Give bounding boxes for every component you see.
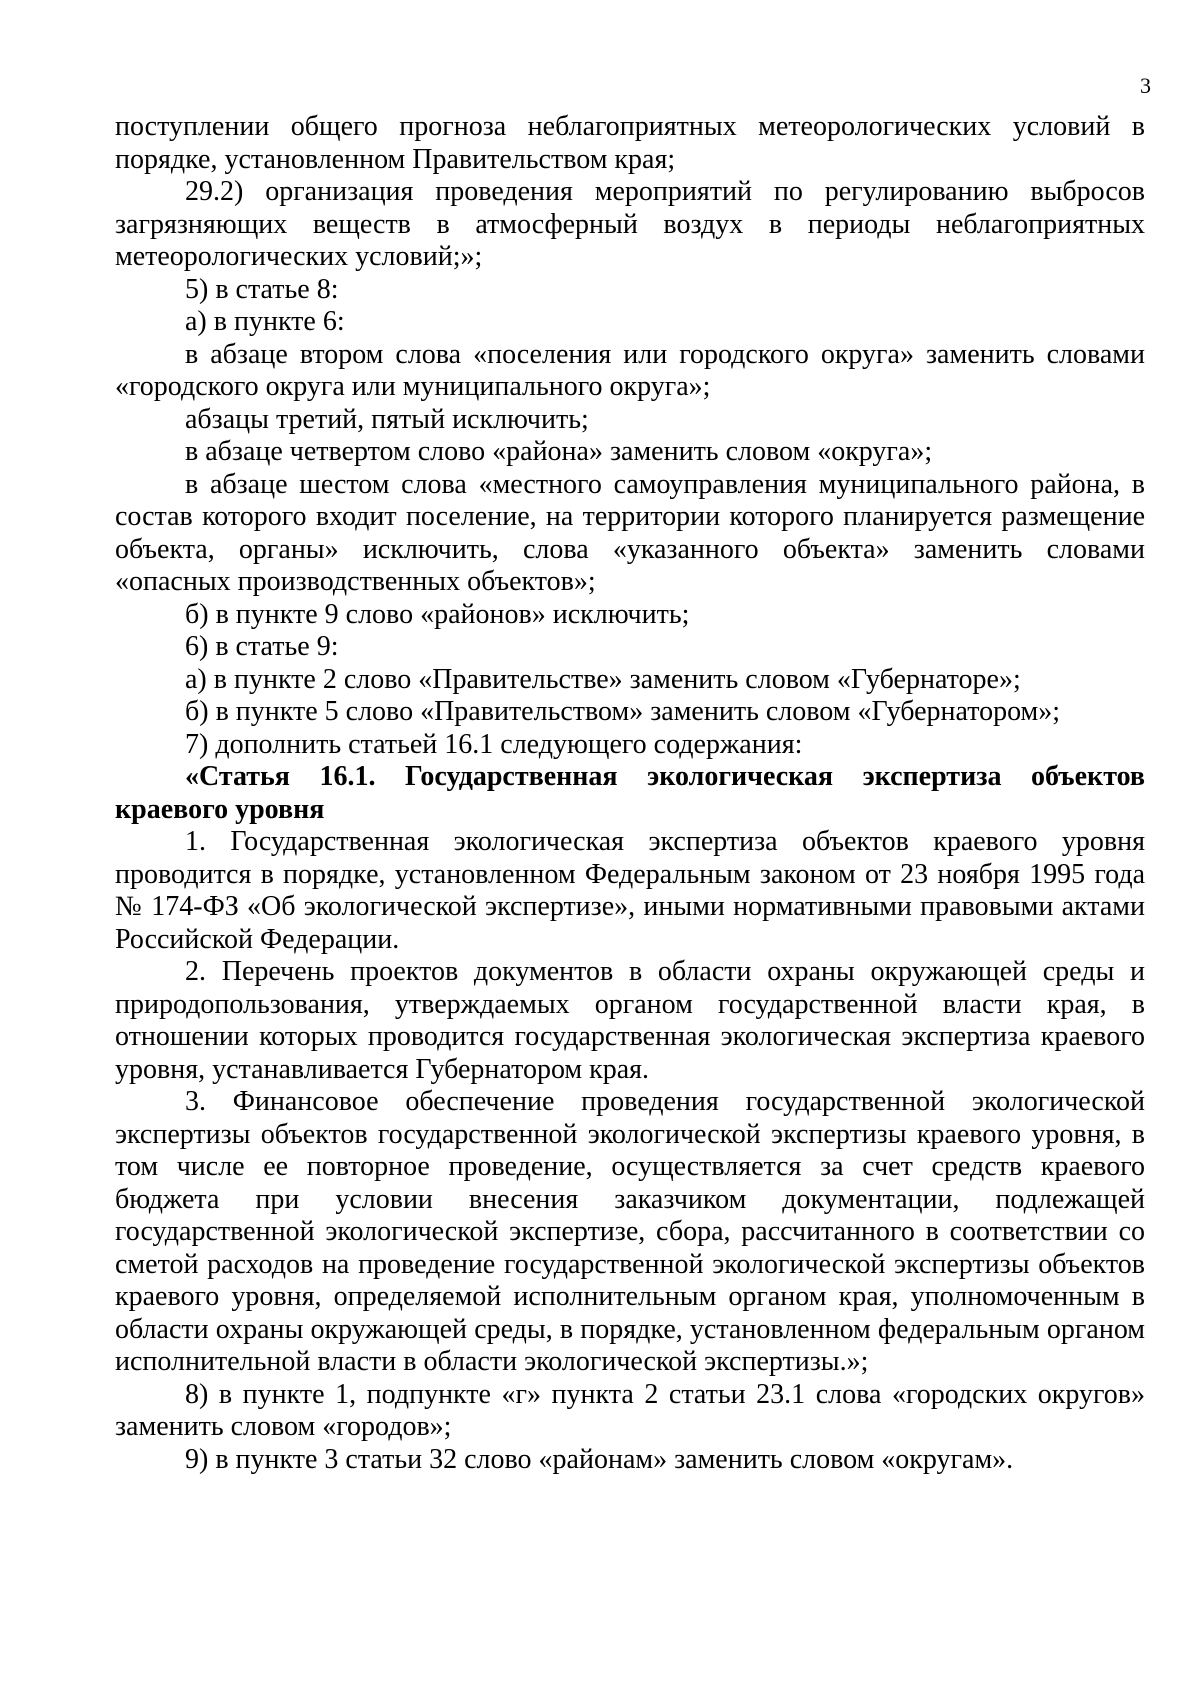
paragraph: в абзаце втором слова «поселения или городского округа» заменить словами «городского округа или муниципального округа»; — [115, 338, 1145, 402]
paragraph: поступлении общего прогноза неблагоприятных метеорологических условий в порядке, установленном Правительством края; — [115, 111, 1145, 175]
paragraph: 29.2) организация проведения мероприятий по регулированию выбросов загрязняющих веществ в атмосферный воздух в периоды неблагоприятных метеорологических условий;»; — [115, 176, 1145, 272]
paragraph: 1. Государственная экологическая экспертиза объектов краевого уровня проводится в порядке, установленном Федеральным законом от 23 ноября 1995 года № 174-ФЗ «Об экологической экспертизе», иными нормативными правовыми актами Российской Федерации. — [115, 826, 1145, 955]
paragraph: б) в пункте 5 слово «Правительством» заменить словом «Губернатором»; — [185, 696, 1061, 727]
paragraph: 6) в статье 9: — [185, 631, 339, 662]
paragraph: 9) в пункте 3 статьи 32 слово «районам» заменить словом «округам». — [185, 1443, 1014, 1475]
document-body — [115, 111, 1145, 1476]
paragraph: абзацы третий, пятый исключить; — [185, 403, 589, 435]
paragraph: а) в пункте 2 слово «Правительстве» заменить словом «Губернаторе»; — [185, 663, 1021, 695]
paragraph: в абзаце шестом слова «местного самоуправления муниципального района, в состав которого входит поселение, на территории которого планируется размещение объекта, органы» исключить, слова «указанного объекта» заменить словами «опасных производственных объектов»; — [115, 468, 1145, 597]
paragraph: 5) в статье 8: — [185, 273, 339, 305]
paragraph: 7) дополнить статьей 16.1 следующего содержания: — [185, 728, 803, 760]
article-heading: «Статья 16.1. Государственная экологическая экспертиза объектов краевого уровня — [115, 761, 1145, 825]
page-number: 3 — [1140, 73, 1151, 98]
paragraph: 2. Перечень проектов документов в области охраны окружающей среды и природопользования, утверждаемых органом государственной власти края, в отношении которых проводится государственная экологическая экспертиза краевого уровня, устанавливается Губернатором края. — [115, 956, 1145, 1085]
paragraph: 8) в пункте 1, подпункте «г» пункта 2 статьи 23.1 слова «городских округов» заменить словом «городов»; — [115, 1378, 1145, 1442]
paragraph: 3. Финансовое обеспечение проведения государственной экологической экспертизы объектов государственной экологической экспертизы краевого уровня, в том числе ее повторное проведение, осуществляется за счет средств краевого бюджета при условии внесения заказчиком документации, подлежащей государственной экологической экспертизе, сбора, рассчитанного в соответствии со сметой расходов на проведение государственной экологической экспертизы объектов краевого уровня, определяемой исполнительным органом края, уполномоченным в области охраны окружающей среды, в порядке, установленном федеральным органом исполнительной власти в области экологической экспертизы.»; — [115, 1086, 1145, 1377]
paragraph: б) в пункте 9 слово «районов» исключить; — [185, 598, 690, 630]
paragraph: в абзаце четвертом слово «района» заменить словом «округа»; — [185, 436, 933, 467]
paragraph: а) в пункте 6: — [185, 306, 345, 337]
